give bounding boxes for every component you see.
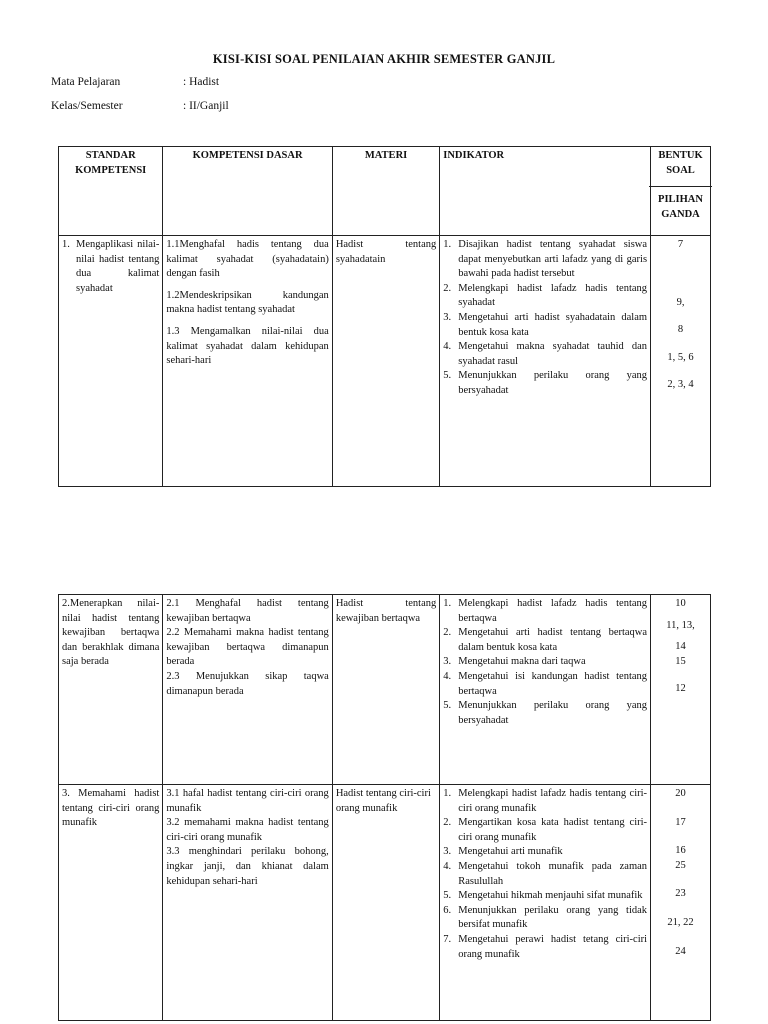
indikator-item: 1. Melengkapi hadist lafadz hadis tentang ciri-ciri orang munafik: [443, 788, 648, 814]
meta-class-value: : II/Ganjil: [183, 100, 229, 112]
indikator-item: 2. Mengartikan kosa kata hadist tentang ciri-ciri orang munafik: [443, 817, 648, 843]
indikator-item: 5. Menunjukkan perilaku orang yang bersyahadat: [443, 370, 648, 396]
pg-value: 25: [675, 859, 686, 871]
pilihan-ganda-cell: [651, 236, 711, 487]
indikator-item: 3. Mengetahui arti munafik: [443, 846, 563, 858]
header-bentuk-label: BENTUK SOAL: [658, 150, 703, 176]
meta-subject-label: Mata Pelajaran: [51, 76, 121, 88]
document-title: KISI-KISI SOAL PENILAIAN AKHIR SEMESTER GANJIL: [212, 52, 556, 66]
materi-cell: Hadist tentang ciri-ciri orang munafik: [332, 785, 439, 1021]
header-bentuk-soal: [651, 147, 711, 236]
pg-value: 14: [675, 641, 686, 653]
indikator-cell: [440, 785, 651, 1021]
header-row: [59, 147, 711, 236]
sk-number: 1.: [62, 239, 70, 250]
sk-cell: 3. Memahami hadist tentang ciri-ciri orang munafik: [59, 785, 163, 1021]
kd-cell: [163, 595, 332, 785]
sk-cell: [59, 236, 163, 487]
indikator-item: 1. Melengkapi hadist lafadz hadis tentang bertaqwa: [443, 598, 648, 624]
indikator-item: 2. Mengetahui arti hadist tentang bertaqwa dalam bentuk kosa kata: [443, 627, 648, 653]
pg-value: 21, 22: [667, 916, 694, 928]
pg-value: 17: [675, 816, 686, 828]
kd-cell: [163, 236, 332, 487]
sk-cell: 2.Menerapkan nilai-nilai hadist tentang kewajiban bertaqwa dan berakhlak dimana saja berada: [59, 595, 163, 785]
pg-value: 23: [675, 888, 686, 900]
kd-cell: [163, 785, 332, 1021]
pg-value: 15: [675, 655, 686, 667]
indikator-item: 4. Mengetahui isi kandungan hadist tentang bertaqwa: [443, 670, 648, 697]
pg-value: 11, 13,: [666, 619, 695, 631]
table-row: [59, 236, 711, 487]
pg-value: 7: [677, 239, 684, 250]
pg-value: 20: [675, 788, 686, 799]
kd-item: 1.1Menghafal hadis tentang dua kalimat syahadat (syahadatain) dengan fasih: [166, 239, 329, 280]
indikator-cell: [440, 236, 651, 487]
pilihan-ganda-cell: [651, 595, 711, 785]
indikator-item: 3. Mengetahui makna dari taqwa: [443, 656, 586, 668]
table-row: [59, 785, 711, 1021]
indikator-item: 5. Mengetahui hikmah menjauhi sifat munafik: [443, 890, 643, 902]
kd-item: 2.1 Menghafal hadist tentang kewajiban bertaqwa: [166, 598, 329, 624]
meta-class-label: Kelas/Semester: [51, 100, 123, 112]
indikator-item: 7. Mengetahui perawi hadist tetang ciri-ciri orang munafik: [443, 933, 648, 960]
header-kd: KOMPETENSI DASAR: [163, 147, 332, 236]
materi-cell: Hadist tentang kewajiban bertaqwa: [332, 595, 439, 785]
pg-value: 16: [675, 845, 686, 857]
kd-item: 2.3 Menujukkan sikap taqwa dimanapun berada: [166, 670, 329, 697]
header-sk: STANDAR KOMPETENSI: [59, 147, 163, 236]
kd-item: 3.2 memahami makna hadist tentang ciri-ciri orang munafik: [166, 817, 329, 843]
kd-item: 3.3 menghindari perilaku bohong, ingkar janji, dan khianat dalam kehidupan sehari-hari: [166, 846, 329, 887]
pg-value: 24: [675, 945, 686, 957]
indikator-item: 5. Menunjukkan perilaku orang yang bersyahadat: [443, 700, 648, 726]
pg-value: 2, 3, 4: [667, 379, 694, 391]
header-indikator: INDIKATOR: [440, 147, 651, 236]
header-materi: MATERI: [332, 147, 439, 236]
kd-item: 2.2 Memahami makna hadist tentang kewajiban bertaqwa dimanapun berada: [166, 627, 329, 668]
pg-value: 9,: [676, 296, 685, 308]
indikator-cell: [440, 595, 651, 785]
pg-value: 12: [675, 683, 686, 695]
pilihan-ganda-cell: [651, 785, 711, 1021]
table-row: [59, 595, 711, 785]
indikator-list: [443, 597, 647, 728]
pg-value: 8: [677, 324, 684, 336]
meta-subject-value: : Hadist: [183, 76, 220, 88]
sk-text: Mengaplikasi nilai-nilai hadist tentang dua kalimat syahadat: [76, 239, 160, 294]
indikator-item: 4. Mengetahui tokoh munafik pada zaman Rasulullah: [443, 860, 648, 887]
header-pilihan-ganda: PILIHAN GANDA: [649, 186, 712, 222]
sk-item: [62, 238, 159, 296]
pg-value: 1, 5, 6: [667, 351, 694, 363]
indikator-item: 1. Disajikan hadist tentang syahadat siswa dapat menyebutkan arti lafadz yang di garis bawahi pada hadist tersebut: [443, 239, 648, 280]
kd-item: 3.1 hafal hadist tentang ciri-ciri orang munafik: [166, 788, 329, 814]
kd-item: 1.2Mendeskripsikan kandungan makna hadist tentang syahadat: [166, 289, 329, 316]
kisi-table-1: [58, 146, 711, 487]
kisi-table-2: [58, 594, 711, 1021]
indikator-list: [443, 238, 647, 399]
indikator-item: 4. Mengetahui makna syahadat tauhid dan syahadat rasul: [443, 341, 648, 367]
indikator-item: 2. Melengkapi hadist lafadz hadis tentang syahadat: [443, 282, 648, 309]
indikator-item: 6. Menunjukkan perilaku orang yang tidak bersifat munafik: [443, 904, 648, 931]
materi-cell: Hadist tentang syahadatain: [332, 236, 439, 487]
indikator-item: 3. Mengetahui arti hadist syahadatain dalam bentuk kosa kata: [443, 311, 648, 338]
pg-value: 10: [675, 598, 686, 609]
indikator-list: [443, 787, 647, 962]
kd-item: 1.3 Mengamalkan nilai-nilai dua kalimat syahadat dalam kehidupan sehari-hari: [166, 325, 329, 367]
